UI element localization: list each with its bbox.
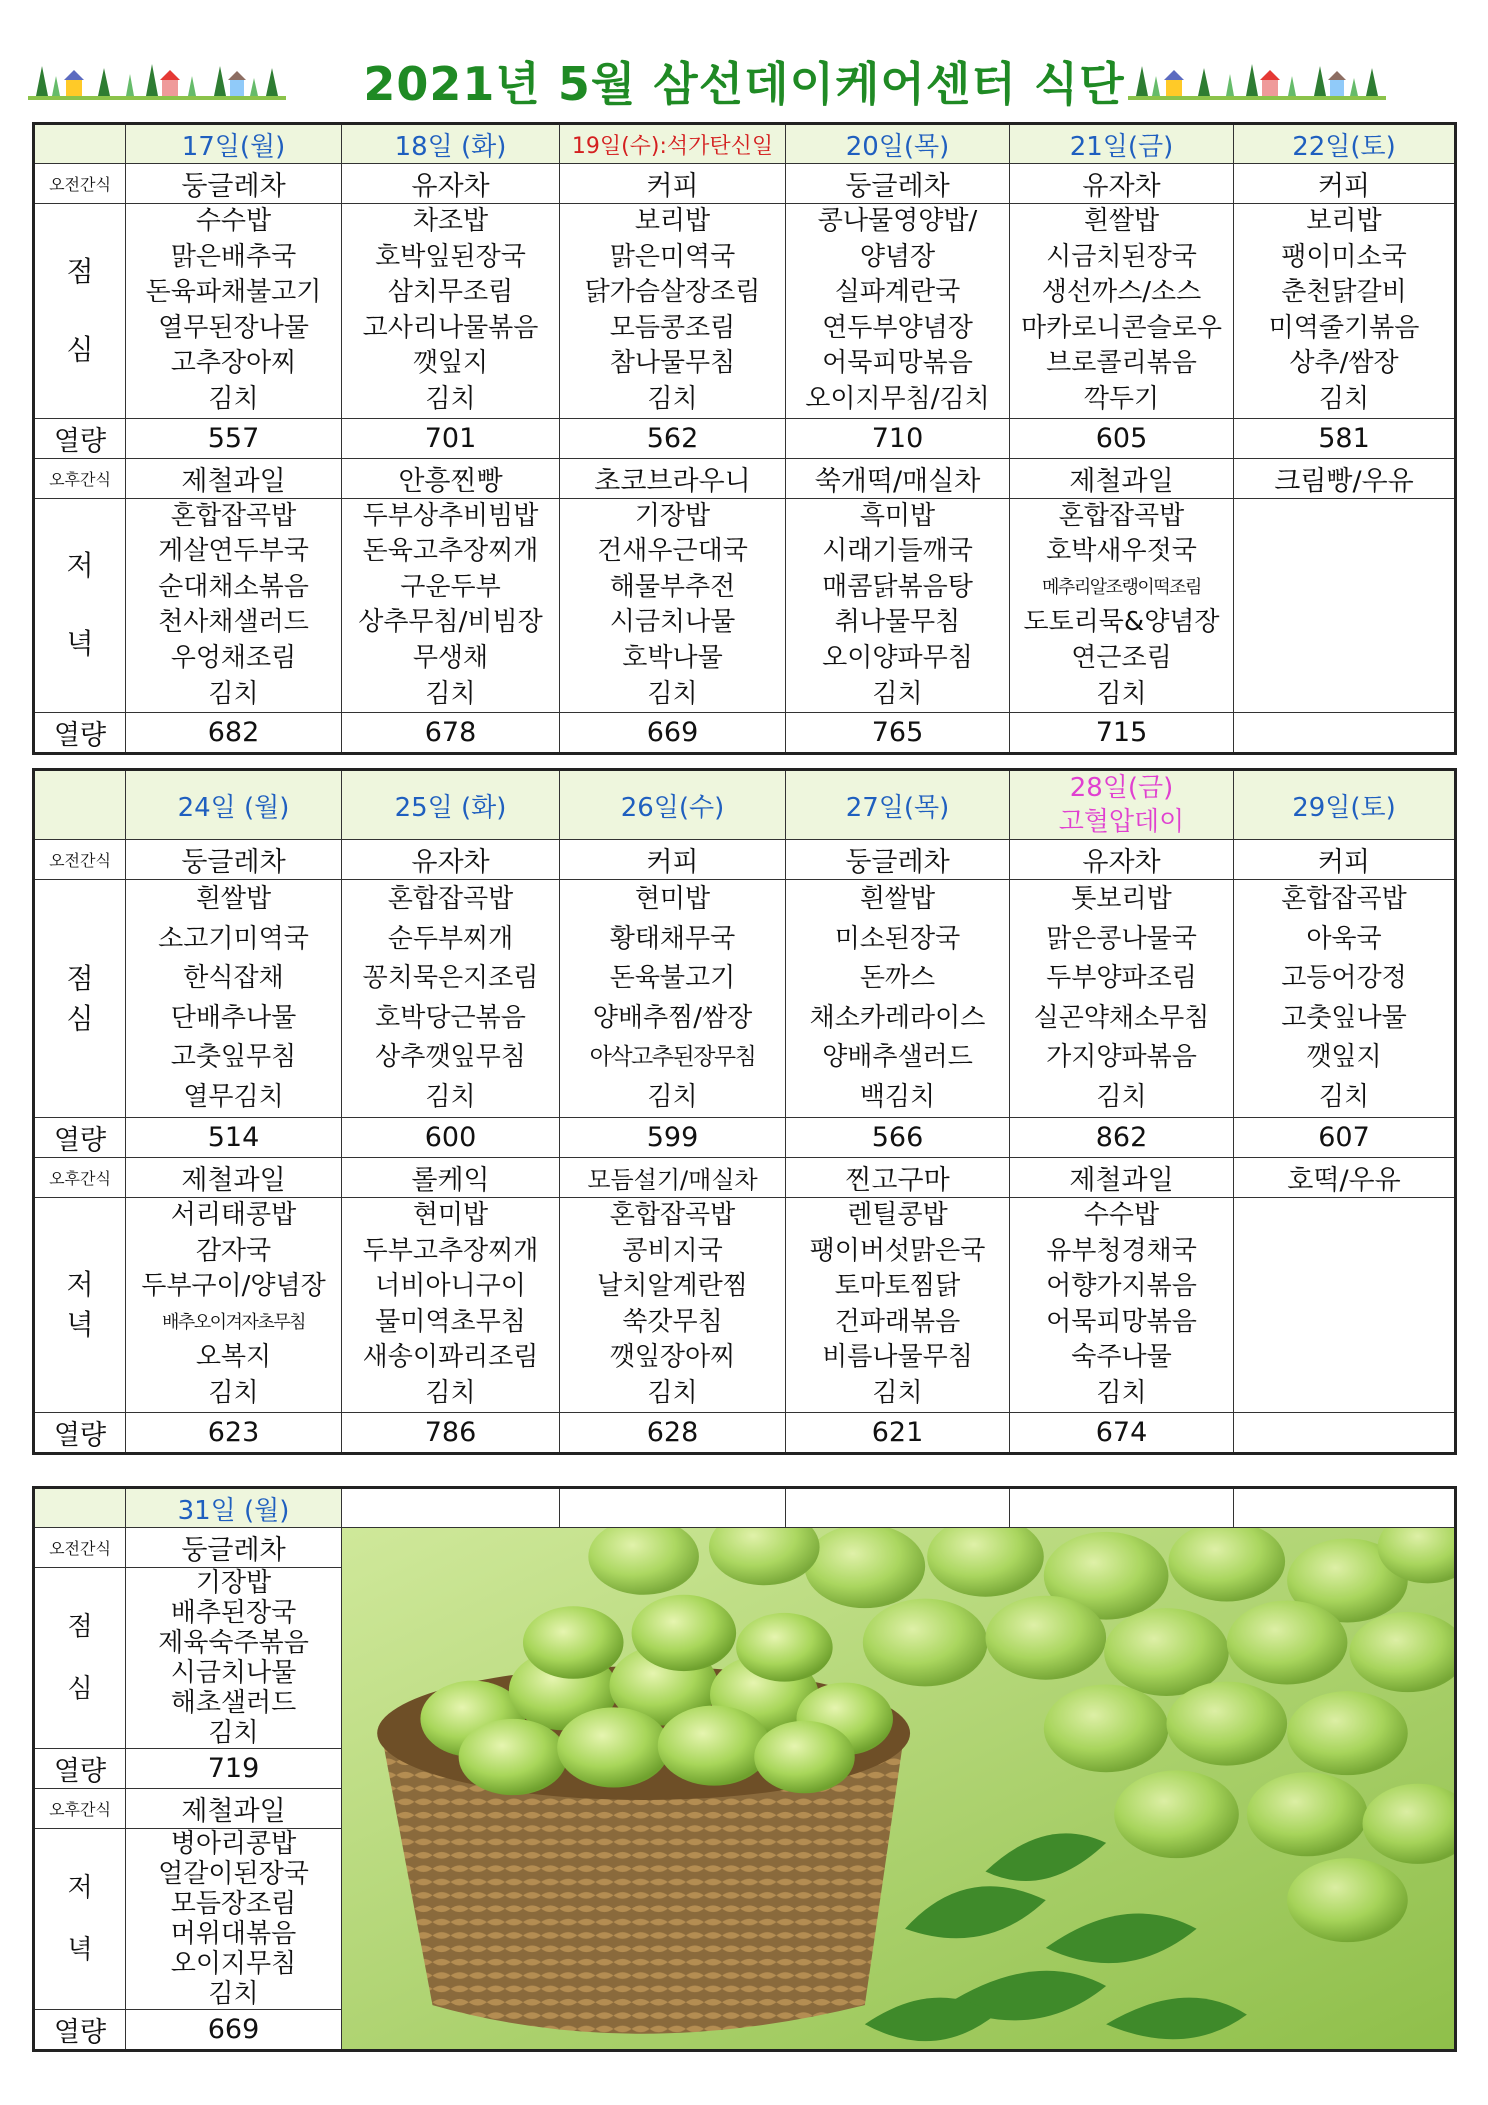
page-header (0, 40, 1488, 120)
calorie-cell: 623 (126, 1412, 342, 1453)
snack-cell: 둥글레차 (126, 1528, 342, 1568)
dinner-cell: 수수밥 유부청경채국 어향가지볶음 어묵피망볶음 숙주나물 김치 (1010, 1198, 1234, 1413)
green-plums-basket-image (342, 1528, 1454, 2049)
snack-cell: 모듬설기/매실차 (560, 1158, 786, 1198)
calorie-label: 열량 (34, 713, 126, 754)
afternoon-snack-row (34, 458, 1456, 498)
snack-cell: 유자차 (1010, 164, 1234, 204)
day-header-special: 28일(금) 고혈압데이 (1010, 770, 1234, 840)
dinner-calorie-row (34, 1412, 1456, 1453)
lunch-cell: 수수밥 맑은배추국 돈육파채불고기 열무된장나물 고추장아찌 김치 (126, 204, 342, 419)
day-header: 29일(토) (1234, 770, 1456, 840)
calorie-cell: 566 (786, 1118, 1010, 1158)
afternoon-snack-label: 오후간식 (34, 1789, 126, 1829)
lunch-label: 점 심 (34, 1568, 126, 1749)
dinner-cell: 현미밥 두부고추장찌개 너비아니구이 물미역초무침 새송이꽈리조림 김치 (342, 1198, 560, 1413)
dinner-cell: 병아리콩밥 얼갈이된장국 모듬장조림 머위대볶음 오이지무침 김치 (126, 1829, 342, 2010)
morning-snack-label: 오전간식 (34, 1528, 126, 1568)
village-decoration-icon (1128, 58, 1386, 106)
snack-cell: 유자차 (342, 840, 560, 880)
page-title: 2021년 5월 삼선데이케어센터 식단 (363, 57, 1125, 111)
dinner-calorie-row (34, 713, 1456, 754)
lunch-label: 점 심 (34, 880, 126, 1118)
snack-cell: 유자차 (342, 164, 560, 204)
morning-snack-row (34, 164, 1456, 204)
lunch-calorie-row (34, 1118, 1456, 1158)
calorie-label: 열량 (34, 2010, 126, 2051)
calorie-cell: 678 (342, 713, 560, 754)
afternoon-snack-label: 오후간식 (34, 458, 126, 498)
dinner-label: 저 녁 (34, 1198, 126, 1413)
dinner-cell: 혼합잡곡밥 게살연두부국 순대채소볶음 천사채샐러드 우엉채조림 김치 (126, 498, 342, 713)
calorie-cell: 628 (560, 1412, 786, 1453)
calorie-label: 열량 (34, 1118, 126, 1158)
day-header: 24일 (월) (126, 770, 342, 840)
week3-menu-table (32, 1486, 1457, 2052)
day-header: 31일 (월) (126, 1488, 342, 1528)
calorie-cell: 701 (342, 418, 560, 458)
empty-header (1010, 1488, 1234, 1528)
snack-cell: 제철과일 (126, 458, 342, 498)
lunch-cell: 흰쌀밥 미소된장국 돈까스 채소카레라이스 양배추샐러드 백김치 (786, 880, 1010, 1118)
dinner-cell: 혼합잡곡밥 호박새우젓국 메추리알조랭이떡조림 도토리묵&양념장 연근조림 김치 (1010, 498, 1234, 713)
corner-cell (34, 1488, 126, 1528)
lunch-cell: 차조밥 호박잎된장국 삼치무조림 고사리나물볶음 깻잎지 김치 (342, 204, 560, 419)
calorie-label: 열량 (34, 1749, 126, 1789)
calorie-cell (1234, 713, 1456, 754)
lunch-cell: 혼합잡곡밥 순두부찌개 꽁치묵은지조림 호박당근볶음 상추깻잎무침 김치 (342, 880, 560, 1118)
day-header: 18일 (화) (342, 124, 560, 164)
calorie-cell: 862 (1010, 1118, 1234, 1158)
snack-cell: 제철과일 (126, 1789, 342, 1829)
day-header: 17일(월) (126, 124, 342, 164)
calorie-cell: 514 (126, 1118, 342, 1158)
snack-cell: 제철과일 (1010, 458, 1234, 498)
morning-snack-label: 오전간식 (34, 164, 126, 204)
snack-cell: 커피 (1234, 840, 1456, 880)
morning-snack-label: 오전간식 (34, 840, 126, 880)
snack-cell: 초코브라우니 (560, 458, 786, 498)
snack-cell: 크림빵/우유 (1234, 458, 1456, 498)
snack-cell: 커피 (560, 840, 786, 880)
snack-cell: 둥글레차 (126, 164, 342, 204)
day-header: 21일(금) (1010, 124, 1234, 164)
dinner-cell: 렌틸콩밥 팽이버섯맑은국 토마토찜닭 건파래볶음 비름나물무침 김치 (786, 1198, 1010, 1413)
lunch-cell: 현미밥 황태채무국 돈육불고기 양배추찜/쌈장 아삭고추된장무침 김치 (560, 880, 786, 1118)
calorie-cell: 710 (786, 418, 1010, 458)
day-header: 26일(수) (560, 770, 786, 840)
calorie-label: 열량 (34, 418, 126, 458)
lunch-cell: 보리밥 맑은미역국 닭가슴살장조림 모듬콩조림 참나물무침 김치 (560, 204, 786, 419)
green-plum-photo (342, 1528, 1456, 2051)
day-header-row (34, 1488, 1456, 1528)
snack-cell: 찐고구마 (786, 1158, 1010, 1198)
day-header-row (34, 770, 1456, 840)
lunch-row (34, 880, 1456, 1118)
snack-cell: 쑥개떡/매실차 (786, 458, 1010, 498)
calorie-cell: 682 (126, 713, 342, 754)
snack-cell: 유자차 (1010, 840, 1234, 880)
lunch-cell: 흰쌀밥 소고기미역국 한식잡채 단배추나물 고춧잎무침 열무김치 (126, 880, 342, 1118)
calorie-cell: 674 (1010, 1412, 1234, 1453)
day-header: 22일(토) (1234, 124, 1456, 164)
dinner-label: 저 녁 (34, 498, 126, 713)
week2-menu-table (32, 768, 1457, 1455)
dinner-cell: 서리태콩밥 감자국 두부구이/양념장 배추오이겨자초무침 오복지 김치 (126, 1198, 342, 1413)
calorie-cell: 599 (560, 1118, 786, 1158)
calorie-cell: 621 (786, 1412, 1010, 1453)
snack-cell: 커피 (560, 164, 786, 204)
dinner-row (34, 498, 1456, 713)
dinner-cell: 기장밥 건새우근대국 해물부추전 시금치나물 호박나물 김치 (560, 498, 786, 713)
calorie-cell: 786 (342, 1412, 560, 1453)
afternoon-snack-row (34, 1158, 1456, 1198)
calorie-cell: 600 (342, 1118, 560, 1158)
calorie-cell: 607 (1234, 1118, 1456, 1158)
dinner-cell: 흑미밥 시래기들깨국 매콤닭볶음탕 취나물무침 오이양파무침 김치 (786, 498, 1010, 713)
empty-header (560, 1488, 786, 1528)
lunch-cell: 콩나물영양밥/ 양념장 실파계란국 연두부양념장 어묵피망볶음 오이지무침/김치 (786, 204, 1010, 419)
day-header-row (34, 124, 1456, 164)
afternoon-snack-label: 오후간식 (34, 1158, 126, 1198)
calorie-cell (1234, 1412, 1456, 1453)
calorie-cell: 719 (126, 1749, 342, 1789)
corner-cell (34, 124, 126, 164)
calorie-label: 열량 (34, 1412, 126, 1453)
dinner-row (34, 1198, 1456, 1413)
empty-header (342, 1488, 560, 1528)
day-header: 25일 (화) (342, 770, 560, 840)
empty-header (786, 1488, 1010, 1528)
empty-header (1234, 1488, 1456, 1528)
lunch-label: 점 심 (34, 204, 126, 419)
snack-cell: 제철과일 (126, 1158, 342, 1198)
day-header-holiday: 19일(수):석가탄신일 (560, 124, 786, 164)
snack-cell: 호떡/우유 (1234, 1158, 1456, 1198)
calorie-cell: 562 (560, 418, 786, 458)
corner-cell (34, 770, 126, 840)
lunch-cell: 기장밥 배추된장국 제육숙주볶음 시금치나물 해초샐러드 김치 (126, 1568, 342, 1749)
dinner-label: 저 녁 (34, 1829, 126, 2010)
snack-cell: 커피 (1234, 164, 1456, 204)
calorie-cell: 669 (126, 2010, 342, 2051)
calorie-cell: 605 (1010, 418, 1234, 458)
morning-snack-row (34, 840, 1456, 880)
lunch-calorie-row (34, 418, 1456, 458)
calorie-cell: 669 (560, 713, 786, 754)
calorie-cell: 715 (1010, 713, 1234, 754)
lunch-cell: 흰쌀밥 시금치된장국 생선까스/소스 마카로니콘슬로우 브로콜리볶음 깍두기 (1010, 204, 1234, 419)
snack-cell: 둥글레차 (126, 840, 342, 880)
snack-cell: 롤케익 (342, 1158, 560, 1198)
calorie-cell: 581 (1234, 418, 1456, 458)
lunch-cell: 혼합잡곡밥 아욱국 고등어강정 고춧잎나물 깻잎지 김치 (1234, 880, 1456, 1118)
lunch-cell: 보리밥 팽이미소국 춘천닭갈비 미역줄기볶음 상추/쌈장 김치 (1234, 204, 1456, 419)
snack-cell: 둥글레차 (786, 840, 1010, 880)
day-header: 27일(목) (786, 770, 1010, 840)
dinner-cell-empty (1234, 1198, 1456, 1413)
dinner-cell-empty (1234, 498, 1456, 713)
day-header: 20일(목) (786, 124, 1010, 164)
dinner-cell: 두부상추비빔밥 돈육고추장찌개 구운두부 상추무침/비빔장 무생채 김치 (342, 498, 560, 713)
snack-cell: 둥글레차 (786, 164, 1010, 204)
calorie-cell: 557 (126, 418, 342, 458)
lunch-cell: 톳보리밥 맑은콩나물국 두부양파조림 실곤약채소무침 가지양파볶음 김치 (1010, 880, 1234, 1118)
dinner-cell: 혼합잡곡밥 콩비지국 날치알계란찜 쑥갓무침 깻잎장아찌 김치 (560, 1198, 786, 1413)
calorie-cell: 765 (786, 713, 1010, 754)
snack-cell: 안흥찐빵 (342, 458, 560, 498)
snack-cell: 제철과일 (1010, 1158, 1234, 1198)
morning-snack-row (34, 1528, 1456, 1568)
week1-menu-table (32, 122, 1457, 755)
lunch-row (34, 204, 1456, 419)
